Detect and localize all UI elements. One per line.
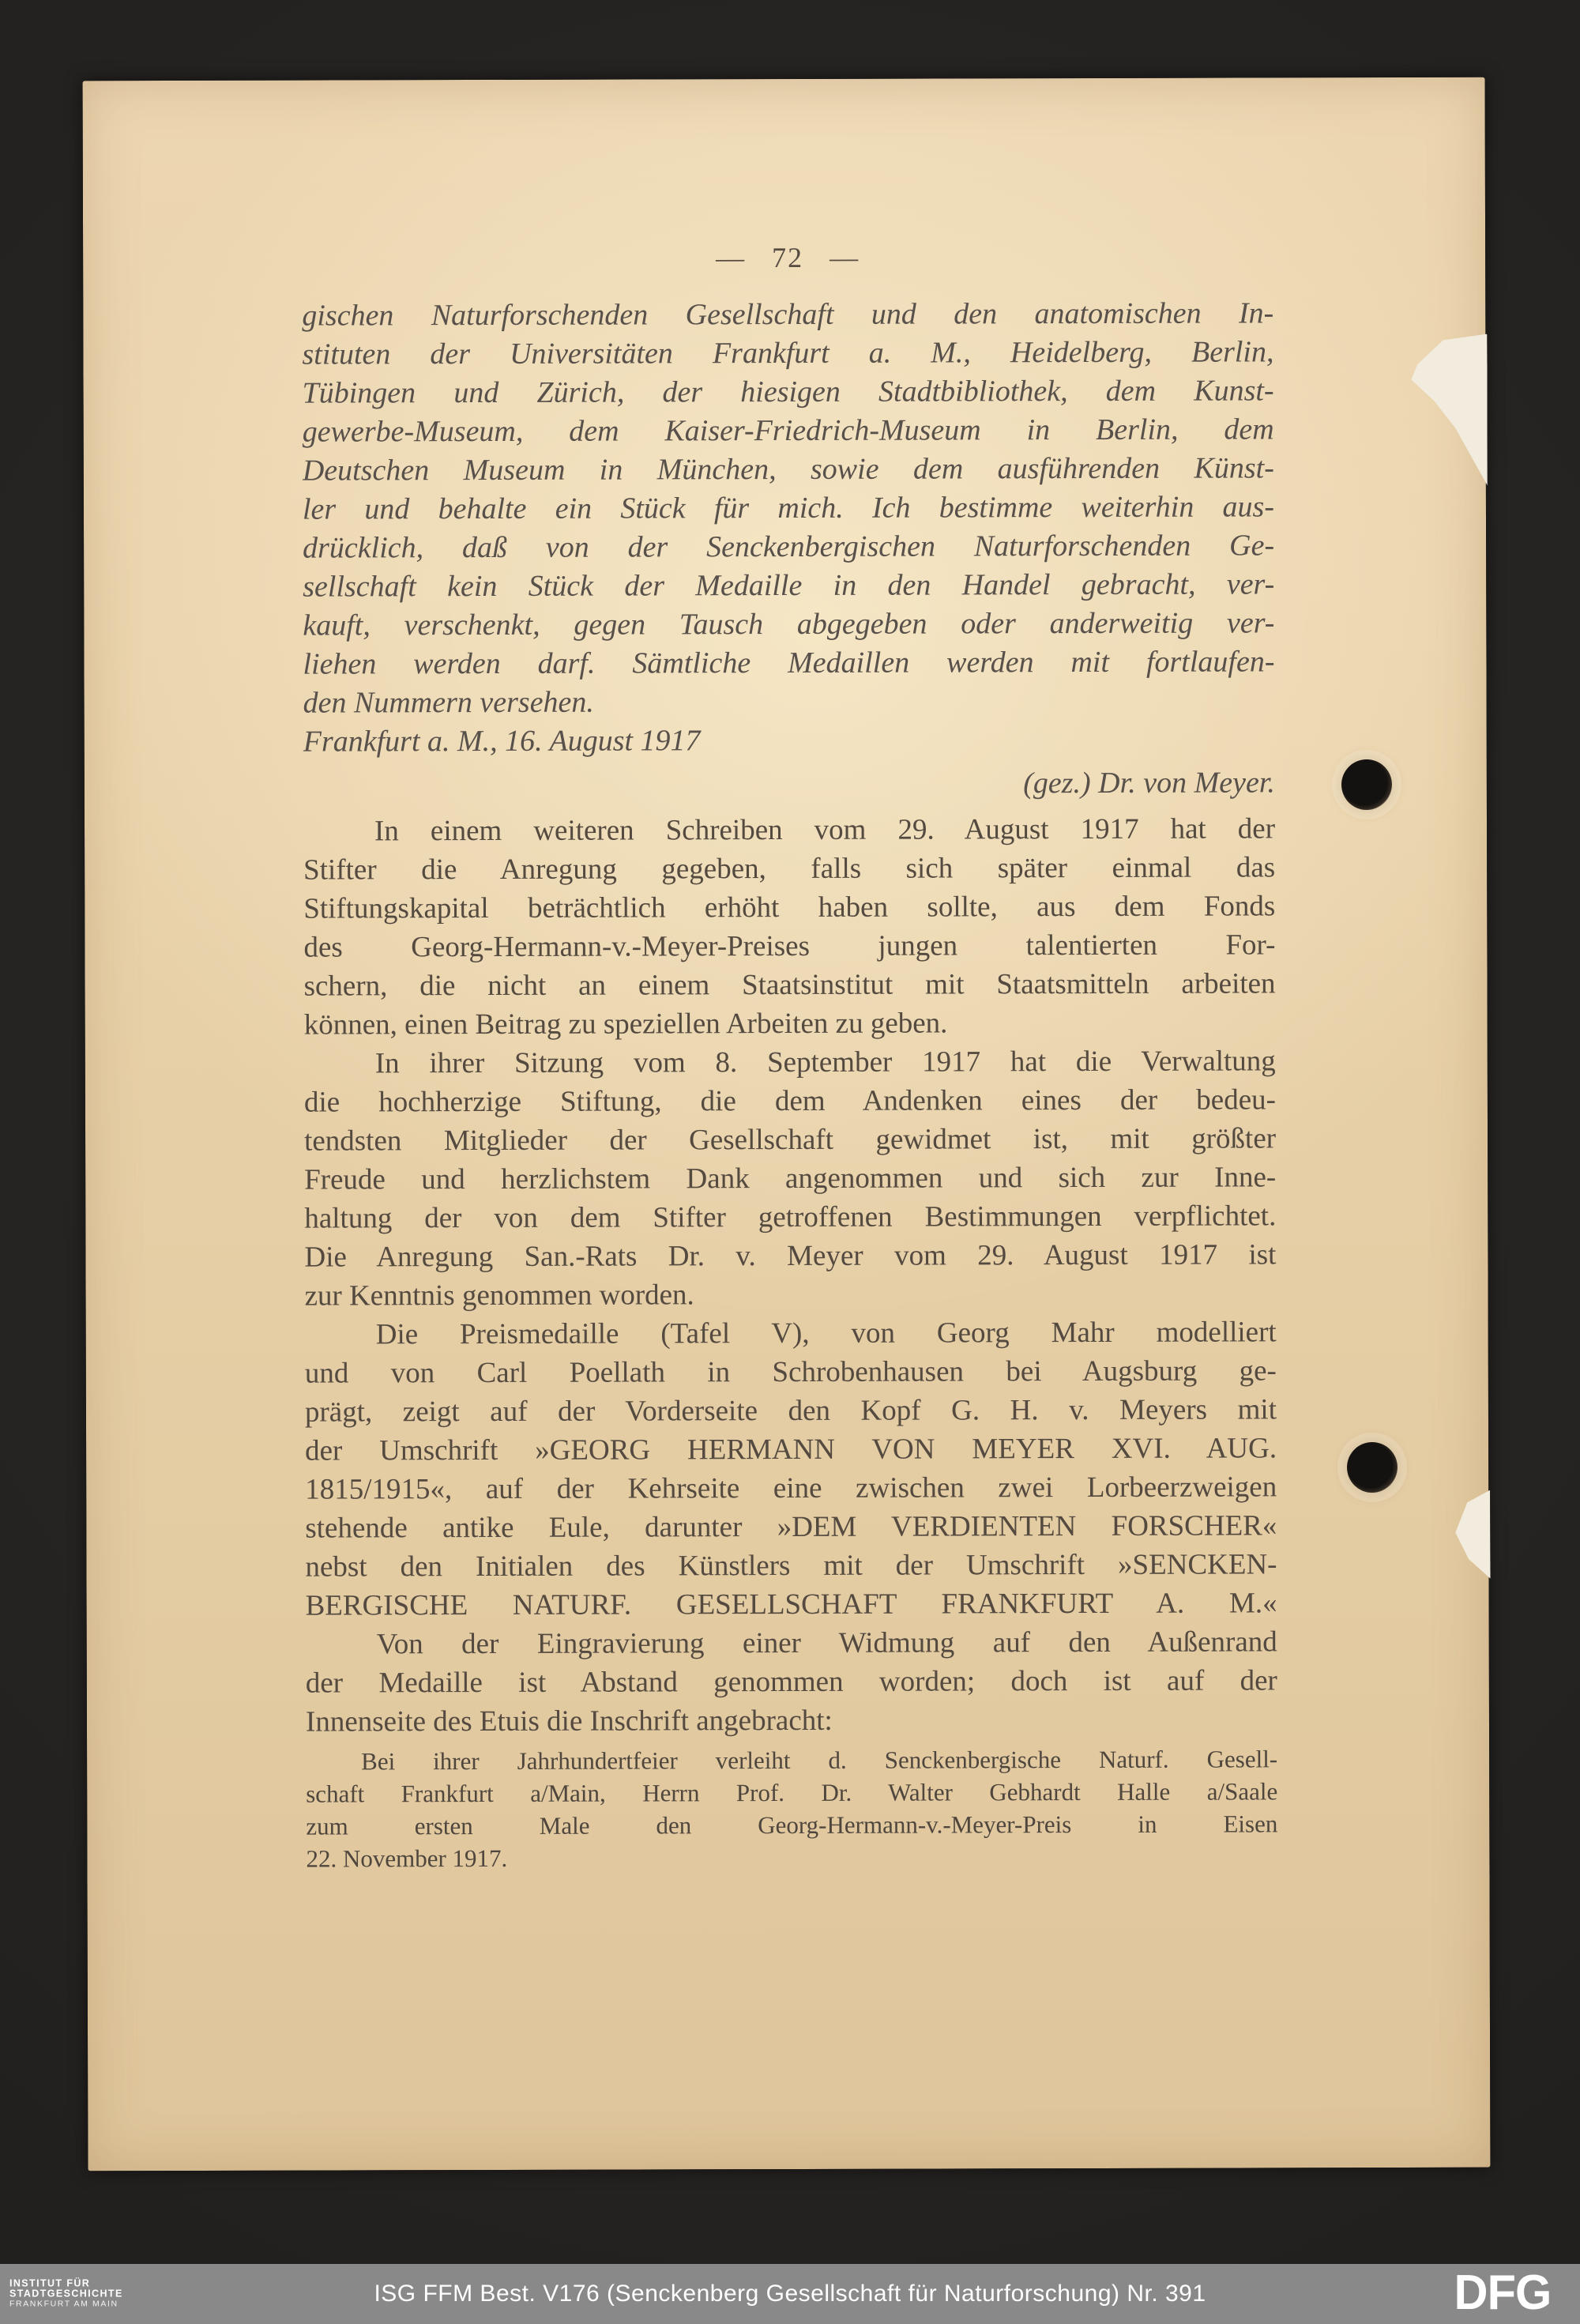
text-line: Deutschen Museum in München, sowie dem ausführenden Künst- xyxy=(302,451,1274,488)
text-line: zum ersten Male den Georg-Hermann-v.-Meyer-Preis in Eisen xyxy=(306,1810,1278,1840)
torn-edge-patch xyxy=(1455,1490,1490,1579)
text-line: schern, die nicht an einem Staatsinstitut mit Staatsmitteln arbeiten xyxy=(303,967,1276,1003)
body-paragraphs xyxy=(303,809,1277,1741)
dfg-logo: DFG xyxy=(1454,2266,1552,2321)
text-line: und von Carl Poellath in Schrobenhausen bei Augsburg ge- xyxy=(304,1354,1277,1390)
text-line: Tübingen und Zürich, der hiesigen Stadtbibliothek, dem Kunst- xyxy=(302,374,1274,410)
text-line: Von der Eingravierung einer Widmung auf den Außenrand xyxy=(376,1625,1277,1661)
text-line: haltung der von dem Stifter getroffenen Bestimmungen verpflichtet. xyxy=(304,1200,1277,1235)
text-line: prägt, zeigt auf der Vorderseite den Kopf G. H. v. Meyers mit xyxy=(304,1393,1277,1429)
text-line: liehen werden darf. Sämtliche Medaillen werden mit fortlaufen- xyxy=(303,645,1275,681)
text-line: Stiftungskapital beträchtlich erhöht haben sollte, aus dem Fonds xyxy=(303,890,1276,925)
text-line: BERGISCHE NATURF. GESELLSCHAFT FRANKFURT A. M.« xyxy=(305,1587,1277,1622)
text-line: 1815/1915«, auf der Kehrseite eine zwischen zwei Lorbeerzweigen xyxy=(305,1471,1277,1506)
text-line: stituten der Universitäten Frankfurt a. M., Heidelberg, Berlin, xyxy=(302,335,1274,371)
text-line: Bei ihrer Jahrhundertfeier verleiht d. Senckenbergische Naturf. Gesell- xyxy=(361,1745,1278,1776)
etui-inscription xyxy=(306,1742,1277,1874)
text-line: Stifter die Anregung gegeben, falls sich später einmal das xyxy=(303,851,1276,887)
text-line: tendsten Mitglieder der Gesellschaft gewidmet ist, mit größter xyxy=(304,1122,1277,1158)
text-line: ler und behalte ein Stück für mich. Ich bestimme weiterhin aus- xyxy=(302,490,1275,526)
text-line: 22. November 1917. xyxy=(306,1844,508,1873)
text-line: kauft, verschenkt, gegen Tausch abgegeben oder anderweitig ver- xyxy=(303,606,1275,642)
archive-footer-bar xyxy=(0,2264,1580,2324)
text-line: gewerbe-Museum, dem Kaiser-Friedrich-Museum in Berlin, dem xyxy=(302,412,1274,449)
text-line: Innenseite des Etuis die Inschrift angebracht: xyxy=(305,1704,833,1738)
text-line: Freude und herzlichstem Dank angenommen und sich zur Inne- xyxy=(304,1161,1277,1196)
text-line: In einem weiteren Schreiben vom 29. August 1917 hat der xyxy=(374,812,1276,848)
institute-logo-line: FRANKFURT AM MAIN xyxy=(9,2299,118,2309)
text-line: Die Preismedaille (Tafel V), von Georg Mahr modelliert xyxy=(375,1316,1277,1351)
text-line: stehende antike Eule, darunter »DEM VERDIENTEN FORSCHER« xyxy=(305,1509,1277,1545)
text-line: den Nummern versehen. xyxy=(303,685,594,720)
dateline: Frankfurt a. M., 16. August 1917 xyxy=(303,724,701,759)
text-line: gischen Naturforschenden Gesellschaft und den anatomischen In- xyxy=(302,296,1274,333)
italic-paragraph xyxy=(302,294,1275,804)
text-column xyxy=(302,294,1277,1874)
page-number: — 72 — xyxy=(716,241,860,274)
text-line: zur Kenntnis genommen worden. xyxy=(304,1279,694,1313)
text-line: des Georg-Hermann-v.-Meyer-Preises jungen talentierten For- xyxy=(303,928,1276,964)
text-line: können, einen Beitrag zu speziellen Arbeiten zu geben. xyxy=(303,1007,948,1041)
text-line: drücklich, daß von der Senckenbergischen Naturforschenden Ge- xyxy=(303,529,1275,565)
scanned-page xyxy=(83,77,1491,2171)
punch-hole xyxy=(1341,759,1392,810)
text-line: sellschaft kein Stück der Medaille in den Handel gebracht, ver- xyxy=(303,567,1275,604)
archive-reference: ISG FFM Best. V176 (Senckenberg Gesellschaft für Naturforschung) Nr. 391 xyxy=(374,2281,1206,2307)
punch-hole xyxy=(1347,1442,1398,1493)
signature: (gez.) Dr. von Meyer. xyxy=(1023,766,1275,800)
text-line: der Umschrift »GEORG HERMANN VON MEYER XVI. AUG. xyxy=(305,1432,1277,1467)
text-line: schaft Frankfurt a/Main, Herrn Prof. Dr. Walter Gebhardt Halle a/Saale xyxy=(306,1777,1278,1808)
text-line: der Medaille ist Abstand genommen worden; doch ist auf der xyxy=(305,1664,1277,1700)
text-line: nebst den Initialen des Künstlers mit der Umschrift »SENCKEN- xyxy=(305,1548,1277,1584)
text-line: Die Anregung San.-Rats Dr. v. Meyer vom 29. August 1917 ist xyxy=(304,1238,1277,1274)
institute-logo-line: INSTITUT FÜR xyxy=(9,2277,91,2289)
text-line: In ihrer Sitzung vom 8. September 1917 hat die Verwaltung xyxy=(374,1045,1276,1080)
text-line: die hochherzige Stiftung, die dem Andenken eines der bedeu- xyxy=(303,1083,1276,1119)
institute-logo-line: STADTGESCHICHTE xyxy=(9,2288,123,2300)
torn-edge-patch xyxy=(1411,334,1488,486)
